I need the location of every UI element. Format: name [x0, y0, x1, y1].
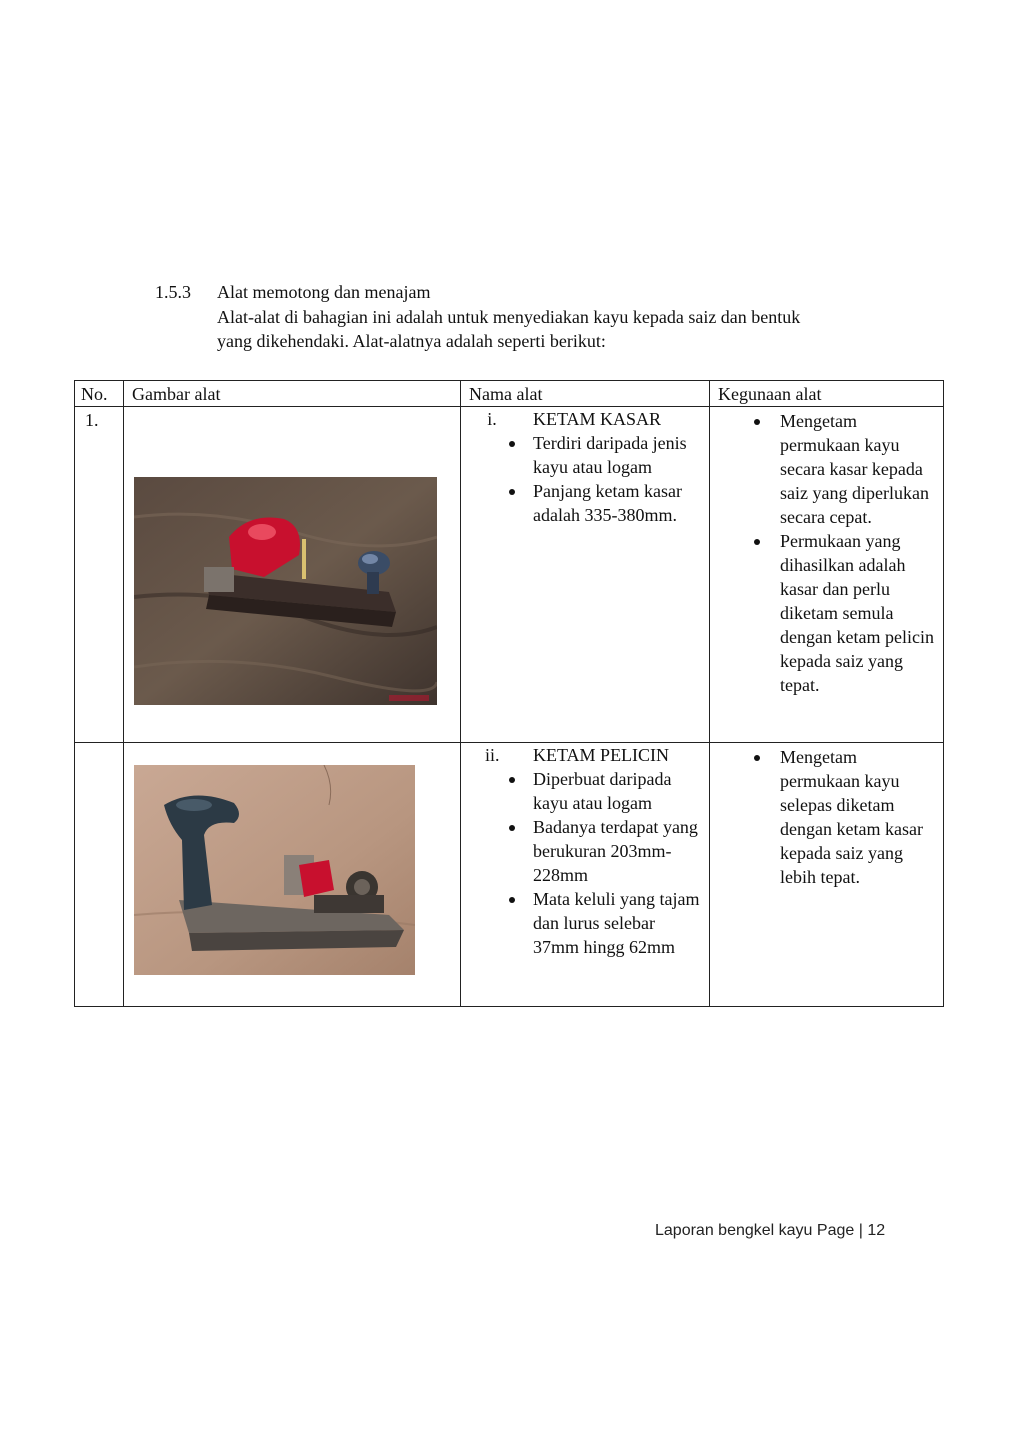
list-item: Permukaan yang dihasilkan adalah kasar dan perlu diketam semula dengan ketam pelicin kepada saiz yang tepat.: [710, 529, 943, 697]
list-item: Terdiri daripada jenis kayu atau logam: [461, 431, 709, 479]
name-bullets: [461, 767, 709, 959]
header-use: Kegunaan alat: [710, 381, 944, 407]
intro-line-1: Alat-alat di bahagian ini adalah untuk menyediakan kayu kepada saiz dan bentuk: [217, 307, 801, 327]
header-name: Nama alat: [461, 381, 710, 407]
list-item: Panjang ketam kasar adalah 335-380mm.: [461, 479, 709, 527]
tool-title: [461, 407, 709, 431]
table-row: [75, 743, 944, 1007]
section-intro: [217, 305, 897, 353]
row-number: 1.: [75, 407, 124, 743]
row-number: [75, 743, 124, 1007]
page-footer: Laporan bengkel kayu Page | 12: [655, 1222, 886, 1239]
name-cell: [461, 743, 710, 1007]
section-number: 1.5.3: [155, 282, 191, 302]
image-cell: [124, 407, 461, 743]
name-cell: [461, 407, 710, 743]
list-item: Mengetam permukaan kayu secara kasar kepada saiz yang diperlukan secara cepat.: [710, 409, 943, 529]
table-row: [75, 407, 944, 743]
name-bullets: [461, 431, 709, 527]
section-heading: [155, 280, 430, 304]
roman-numeral: i.: [487, 409, 497, 429]
section-title: Alat memotong dan menajam: [217, 282, 431, 302]
smoothing-plane-photo-icon: [134, 765, 437, 975]
roman-numeral: ii.: [485, 745, 500, 765]
header-image: Gambar alat: [124, 381, 461, 407]
use-bullets: [710, 745, 943, 889]
tool-name: KETAM PELICIN: [533, 745, 670, 765]
list-item: Badanya terdapat yang berukuran 203mm-228mm: [461, 815, 709, 887]
use-cell: [710, 407, 944, 743]
list-item: Mengetam permukaan kayu selepas diketam dengan ketam kasar kepada saiz yang lebih tepat.: [710, 745, 943, 889]
tool-name: KETAM KASAR: [533, 409, 662, 429]
image-cell: [124, 743, 461, 1007]
use-cell: [710, 743, 944, 1007]
block-plane-photo-icon: [134, 477, 437, 705]
list-item: Diperbuat daripada kayu atau logam: [461, 767, 709, 815]
use-bullets: [710, 409, 943, 697]
tools-table: [74, 380, 944, 1007]
intro-line-2: yang dikehendaki. Alat-alatnya adalah seperti berikut:: [217, 331, 606, 351]
list-item: Mata keluli yang tajam dan lurus selebar 37mm hingg 62mm: [461, 887, 709, 959]
header-no: No.: [75, 381, 124, 407]
tool-title: [461, 743, 709, 767]
table-header-row: [75, 381, 944, 407]
